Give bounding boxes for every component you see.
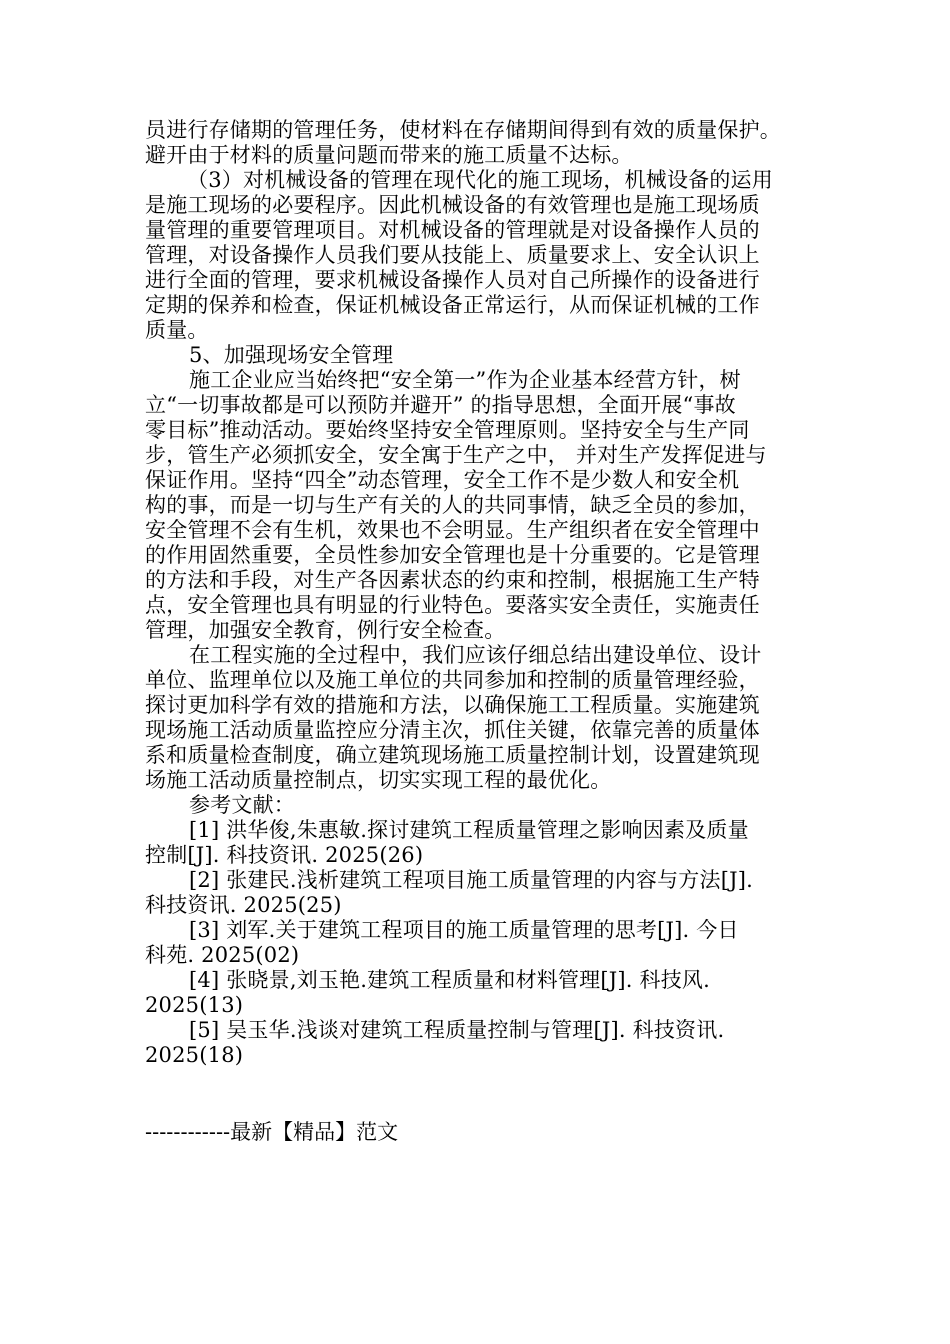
text-line: 系和质量检查制度，确立建筑现场施工质量控制计划，设置建筑现 <box>145 743 760 767</box>
text-line: [1] 洪华俊,朱惠敏.探讨建筑工程质量管理之影响因素及质量 <box>189 818 749 842</box>
text-line: 科技资讯. 2025(25) <box>145 893 342 917</box>
text-line: 探讨更加科学有效的措施和方法，以确保施工工程质量。实施建筑 <box>145 693 760 717</box>
text-line: 避开由于材料的质量问题而带来的施工质量不达标。 <box>145 143 633 167</box>
reference-item <box>145 968 810 1018</box>
text-line: 的作用固然重要，全员性参加安全管理也是十分重要的。它是管理 <box>145 543 760 567</box>
text-line: 科苑. 2025(02) <box>145 943 300 967</box>
document-body <box>145 118 810 1068</box>
text-line: 步，管生产必须抓安全，安全寓于生产之中， 并对生产发挥促进与 <box>145 443 767 467</box>
text-line: 进行全面的管理，要求机械设备操作人员对自己所操作的设备进行 <box>145 268 760 292</box>
paragraph-conclusion <box>145 643 810 793</box>
paragraph-material-end <box>145 118 810 168</box>
text-line: 在工程实施的全过程中，我们应该仔细总结出建设单位、设计 <box>189 643 762 667</box>
text-line: 定期的保养和检查，保证机械设备正常运行，从而保证机械的工作 <box>145 293 760 317</box>
text-line: 单位、监理单位以及施工单位的共同参加和控制的质量管理经验， <box>145 668 760 692</box>
text-line: [3] 刘军.关于建筑工程项目的施工质量管理的思考[J]. 今日 <box>189 918 739 942</box>
text-line: （3）对机械设备的管理在现代化的施工现场，机械设备的运用 <box>187 168 773 192</box>
text-line: [4] 张晓景,刘玉艳.建筑工程质量和材料管理[J]. 科技风. <box>189 968 711 992</box>
paragraph-machinery <box>145 168 810 343</box>
section-heading: 5、加强现场安全管理 <box>189 343 394 367</box>
text-line: 是施工现场的必要程序。因此机械设备的有效管理也是施工现场质 <box>145 193 760 217</box>
text-line: 保证作用。坚持“四全”动态管理，安全工作不是少数人和安全机 <box>145 468 740 492</box>
text-line: 施工企业应当始终把“安全第一”作为企业基本经营方针，树 <box>189 368 741 392</box>
text-line: 2025(18) <box>145 1043 244 1067</box>
references-list <box>145 818 810 1068</box>
text-line: 场施工活动质量控制点，切实实现工程的最优化。 <box>145 768 612 792</box>
text-line: 立“一切事故都是可以预防并避开” 的指导思想，全面开展“事故 <box>145 393 736 417</box>
reference-item <box>145 1018 810 1068</box>
reference-item <box>145 818 810 868</box>
text-line: 员进行存储期的管理任务，使材料在存储期间得到有效的质量保护。 <box>145 118 781 142</box>
paragraph-safety <box>145 368 810 643</box>
text-line: 2025(13) <box>145 993 244 1017</box>
text-line: 现场施工活动质量监控应分清主次，抓住关键，依靠完善的质量体 <box>145 718 760 742</box>
reference-item <box>145 918 810 968</box>
reference-item <box>145 868 810 918</box>
text-line: 管理，对设备操作人员我们要从技能上、质量要求上、安全认识上 <box>145 243 760 267</box>
text-line: [5] 吴玉华.浅谈对建筑工程质量控制与管理[J]. 科技资讯. <box>189 1018 725 1042</box>
references-title: 参考文献： <box>189 793 295 817</box>
text-line: 量管理的重要管理项目。对机械设备的管理就是对设备操作人员的 <box>145 218 760 242</box>
text-line: 安全管理不会有生机，效果也不会明显。生产组织者在安全管理中 <box>145 518 760 542</box>
text-line: 的方法和手段，对生产各因素状态的约束和控制，根据施工生产特 <box>145 568 760 592</box>
text-line: 管理，加强安全教育，例行安全检查。 <box>145 618 506 642</box>
text-line: 构的事，而是一切与生产有关的人的共同事情，缺乏全员的参加， <box>145 493 760 517</box>
text-line: [2] 张建民.浅析建筑工程项目施工质量管理的内容与方法[J]. <box>189 868 753 892</box>
text-line: 控制[J]. 科技资讯. 2025(26) <box>145 843 424 867</box>
text-line: 质量。 <box>145 318 209 342</box>
text-line: 零目标”推动活动。要始终坚持安全管理原则。坚持安全与生产同 <box>145 418 750 442</box>
text-line: 点，安全管理也具有明显的行业特色。要落实安全责任，实施责任 <box>145 593 760 617</box>
footer-tagline: ------------最新【精品】范文 <box>145 1120 399 1144</box>
